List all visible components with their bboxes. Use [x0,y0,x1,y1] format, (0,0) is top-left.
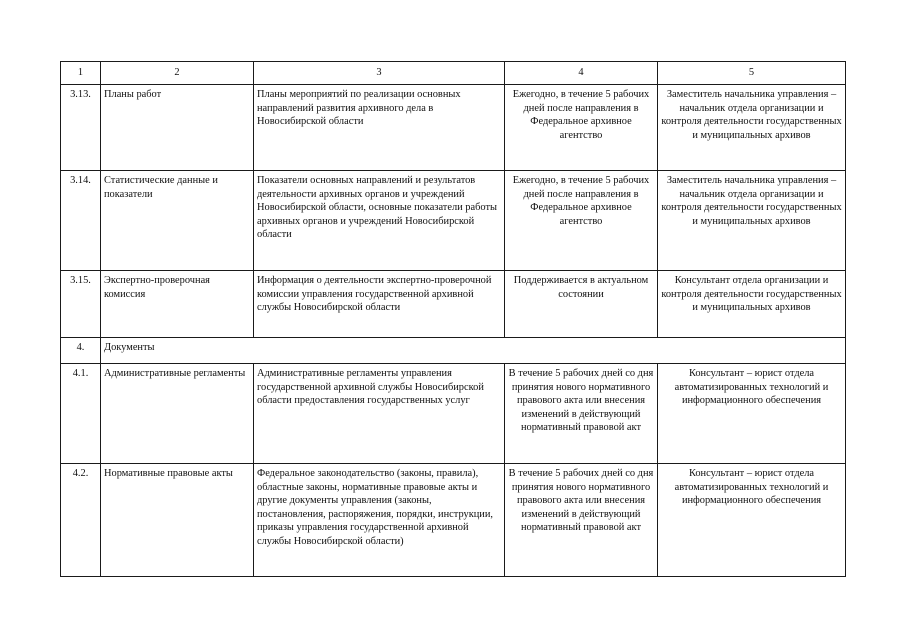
column-number-5: 5 [658,62,846,85]
row-name: Административные регламенты [101,364,254,464]
row-content: Показатели основных направлений и результатов деятельности архивных органов и учреждений Новосибирской области, основные показатели работы архивных органов и учреждений Новосибирской области [254,171,505,271]
row-number: 3.13. [61,85,101,171]
row-name: Экспертно-проверочная комиссия [101,271,254,338]
row-number: 4.2. [61,464,101,577]
row-name: Планы работ [101,85,254,171]
table-row [61,271,846,338]
row-number: 3.15. [61,271,101,338]
column-number-3: 3 [254,62,505,85]
header-row [61,62,846,85]
row-responsible: Консультант отдела организации и контроля деятельности государственных и муниципальных архивов [658,271,846,338]
row-content: Федеральное законодательство (законы, правила), областные законы, нормативные правовые акты и другие документы управления (законы, постановления, распоряжения, порядки, инструкции, приказы управления государственной архивной службы Новосибирской области) [254,464,505,577]
row-content: Информация о деятельности экспертно-проверочной комиссии управления государственной архивной службы Новосибирской области [254,271,505,338]
row-responsible: Заместитель начальника управления – начальник отдела организации и контроля деятельности государственных и муниципальных архивов [658,85,846,171]
row-number: 3.14. [61,171,101,271]
row-term: Ежегодно, в течение 5 рабочих дней после направления в Федеральное архивное агентство [505,171,658,271]
row-responsible: Консультант – юрист отдела автоматизированных технологий и информационного обеспечения [658,364,846,464]
column-number-1: 1 [61,62,101,85]
row-responsible: Заместитель начальника управления – начальник отдела организации и контроля деятельности государственных и муниципальных архивов [658,171,846,271]
column-number-4: 4 [505,62,658,85]
row-content: Административные регламенты управления государственной архивной службы Новосибирской области предоставления государственных услуг [254,364,505,464]
row-name: Нормативные правовые акты [101,464,254,577]
row-term: В течение 5 рабочих дней со дня принятия нового нормативного правового акта или внесения изменений в действующий нормативный правовой акт [505,464,658,577]
row-number: 4.1. [61,364,101,464]
row-term: Ежегодно, в течение 5 рабочих дней после направления в Федеральное архивное агентство [505,85,658,171]
table-row [61,171,846,271]
document-table [60,61,846,577]
row-name: Статистические данные и показатели [101,171,254,271]
table-row [61,85,846,171]
table-row [61,464,846,577]
section-title: Документы [101,338,846,364]
row-content: Планы мероприятий по реализации основных направлений развития архивного дела в Новосибирской области [254,85,505,171]
column-number-2: 2 [101,62,254,85]
row-responsible: Консультант – юрист отдела автоматизированных технологий и информационного обеспечения [658,464,846,577]
table-row [61,364,846,464]
row-term: Поддерживается в актуальном состоянии [505,271,658,338]
row-term: В течение 5 рабочих дней со дня принятия нового нормативного правового акта или внесения изменений в действующий нормативный правовой акт [505,364,658,464]
section-row [61,338,846,364]
section-number: 4. [61,338,101,364]
